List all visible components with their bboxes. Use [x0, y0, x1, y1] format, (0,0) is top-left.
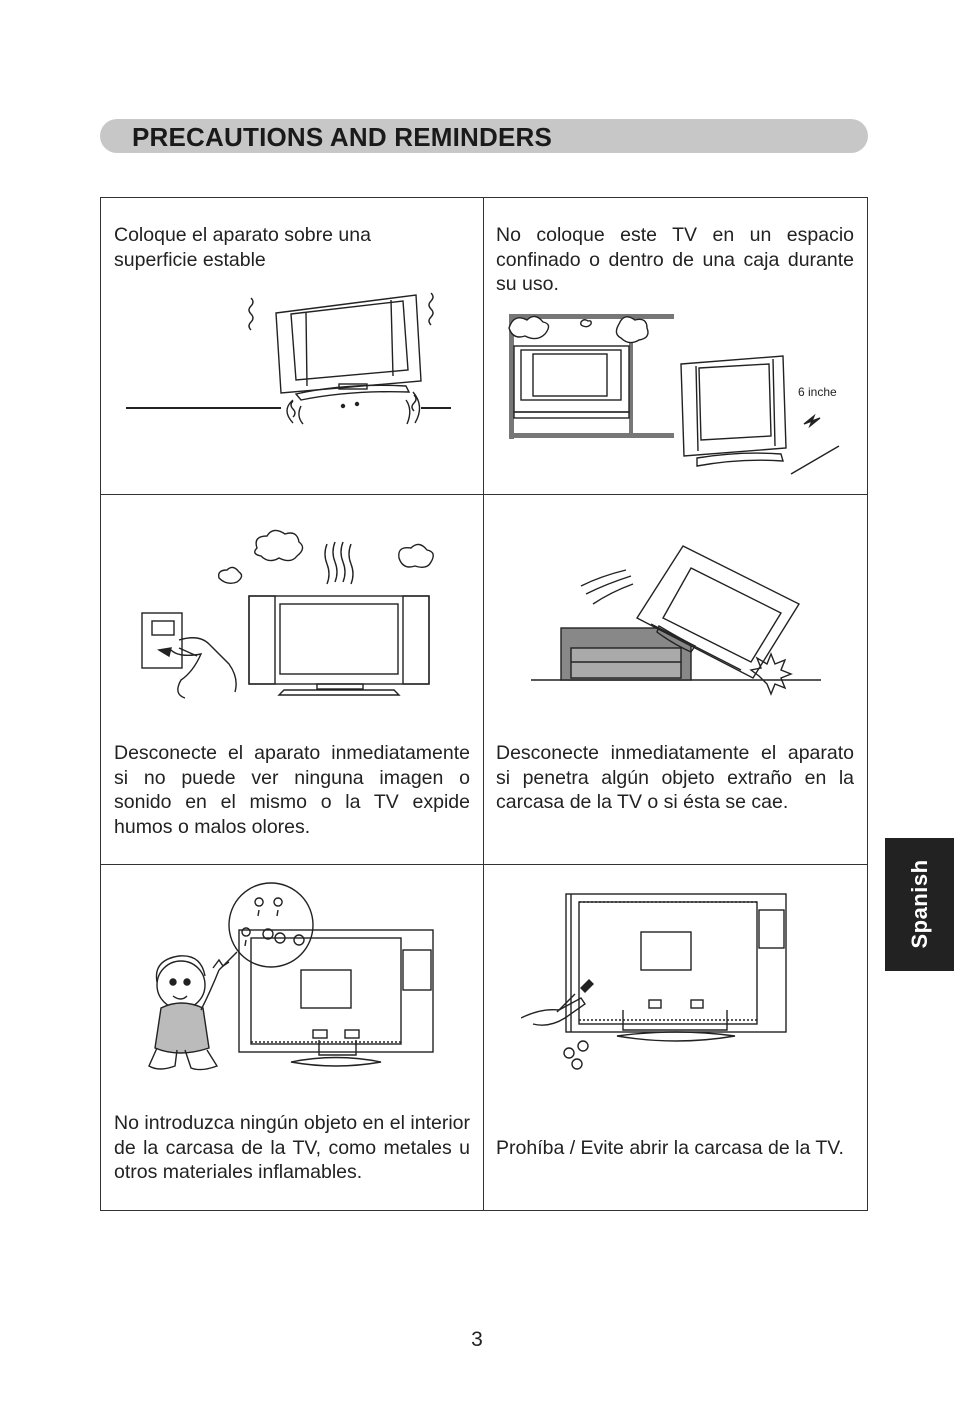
precautions-grid	[100, 197, 868, 1211]
tv-falling-illustration	[531, 538, 831, 708]
cell-6-text: Prohíba / Evite abrir la carcasa de la TV.	[496, 1137, 844, 1159]
tv-smoke-unplug-illustration	[139, 518, 439, 703]
grid-divider-row-1	[101, 494, 867, 495]
grid-divider-row-2	[101, 864, 867, 865]
opening-tv-casing-illustration	[521, 888, 821, 1078]
page-number: 3	[471, 1328, 483, 1351]
grid-divider-vertical	[483, 198, 484, 1210]
cell-5-text: No introduzca ningún objeto en el interior de la carcasa de la TV, como metales u otros materiales inflamables.	[114, 1112, 470, 1183]
cell-3-text: Desconecte el aparato inmediatamente si no puede ver ninguna imagen o sonido en el mismo o la TV expide humos o malos olores.	[114, 742, 470, 838]
tv-on-stable-surface-illustration	[121, 288, 461, 428]
page-title: PRECAUTIONS AND REMINDERS	[132, 122, 553, 152]
child-inserting-object-illustration	[141, 870, 441, 1080]
language-tab	[885, 838, 954, 971]
cell-1-text: Coloque el aparato sobre una superficie estable	[114, 224, 371, 271]
cell-4-text: Desconecte inmediatamente el aparato si penetra algún objeto extraño en la carcasa de la TV o si ésta se cae.	[496, 742, 854, 813]
distance-label: 6 inche	[798, 385, 837, 399]
cell-2-text: No coloque este TV en un espacio confinado o dentro de una caja durante su uso.	[496, 224, 854, 295]
tv-ventilation-clearance-illustration	[501, 306, 846, 486]
language-tab-label: Spanish	[907, 859, 932, 949]
